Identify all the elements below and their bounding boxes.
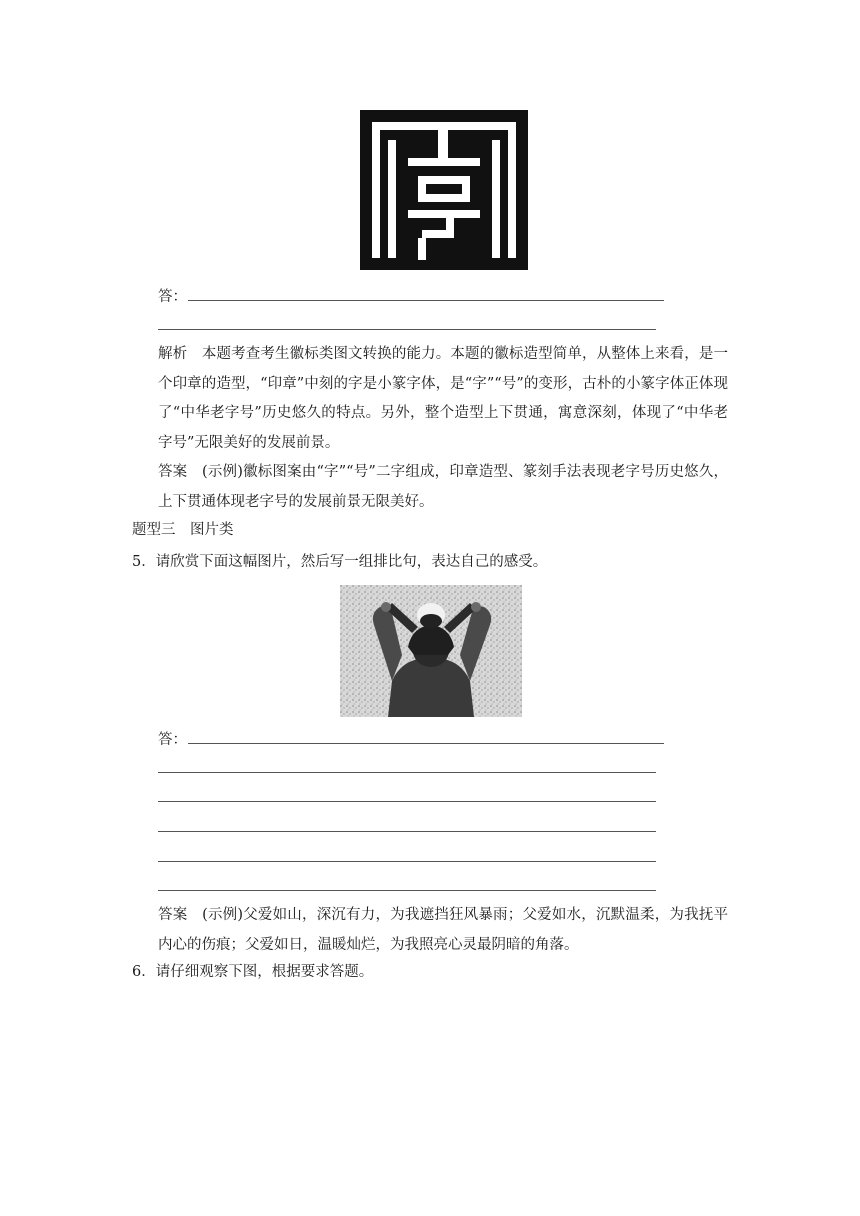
q5-answer-key bbox=[158, 901, 728, 960]
q4-answer-label: 答： bbox=[158, 289, 187, 305]
q4-analysis bbox=[158, 340, 728, 458]
q4-answer-line-1[interactable] bbox=[188, 300, 664, 301]
section-title: 题型三 图片类 bbox=[132, 522, 234, 538]
q5-answer-label: 答： bbox=[158, 732, 187, 748]
q5-answer-line-4[interactable] bbox=[158, 831, 656, 832]
q5-answer-key-text: (示例)父爱如山，深沉有力，为我遮挡狂风暴雨；父爱如水，沉默温柔，为我抚平内心的伤痕；父爱如日，温暖灿烂，为我照亮心灵最阴暗的角落。 bbox=[158, 907, 729, 953]
q5-answer-line-5[interactable] bbox=[158, 861, 656, 862]
q5-answer-line-6[interactable] bbox=[158, 890, 656, 891]
q5-answer-line-3[interactable] bbox=[158, 801, 656, 802]
q5-answer-line-2[interactable] bbox=[158, 772, 656, 773]
q4-answer-line-2[interactable] bbox=[158, 329, 656, 330]
q6-prompt: 6．请仔细观察下图，根据要求答题。 bbox=[132, 964, 374, 980]
q4-answer-key-text: (示例)徽标图案由“字”“号”二字组成，印章造型、篆刻手法表现老字号历史悠久，上下贯通体现老字号的发展前景无限美好。 bbox=[158, 464, 729, 510]
q5-prompt: 5．请欣赏下面这幅图片，然后写一组排比句，表达自己的感受。 bbox=[132, 554, 548, 570]
father-child-photo bbox=[340, 585, 522, 717]
q4-answer-key-label: 答案 bbox=[158, 464, 188, 480]
q4-analysis-label: 解析 bbox=[158, 346, 188, 362]
q4-answer-key bbox=[158, 458, 728, 517]
q4-analysis-text: 本题考查考生徽标类图文转换的能力。本题的徽标造型简单，从整体上来看，是一个印章的造型，“印章”中刻的字是小篆字体，是“字”“号”的变形，古朴的小篆字体正体现了“中华老字号”历史悠久的特点。另外，整个造型上下贯通，寓意深刻，体现了“中华老字号”无限美好的发展前景。 bbox=[158, 346, 729, 451]
seal-logo-image bbox=[360, 110, 528, 270]
q5-answer-key-label: 答案 bbox=[158, 907, 188, 923]
q5-answer-line-1[interactable] bbox=[188, 743, 664, 744]
